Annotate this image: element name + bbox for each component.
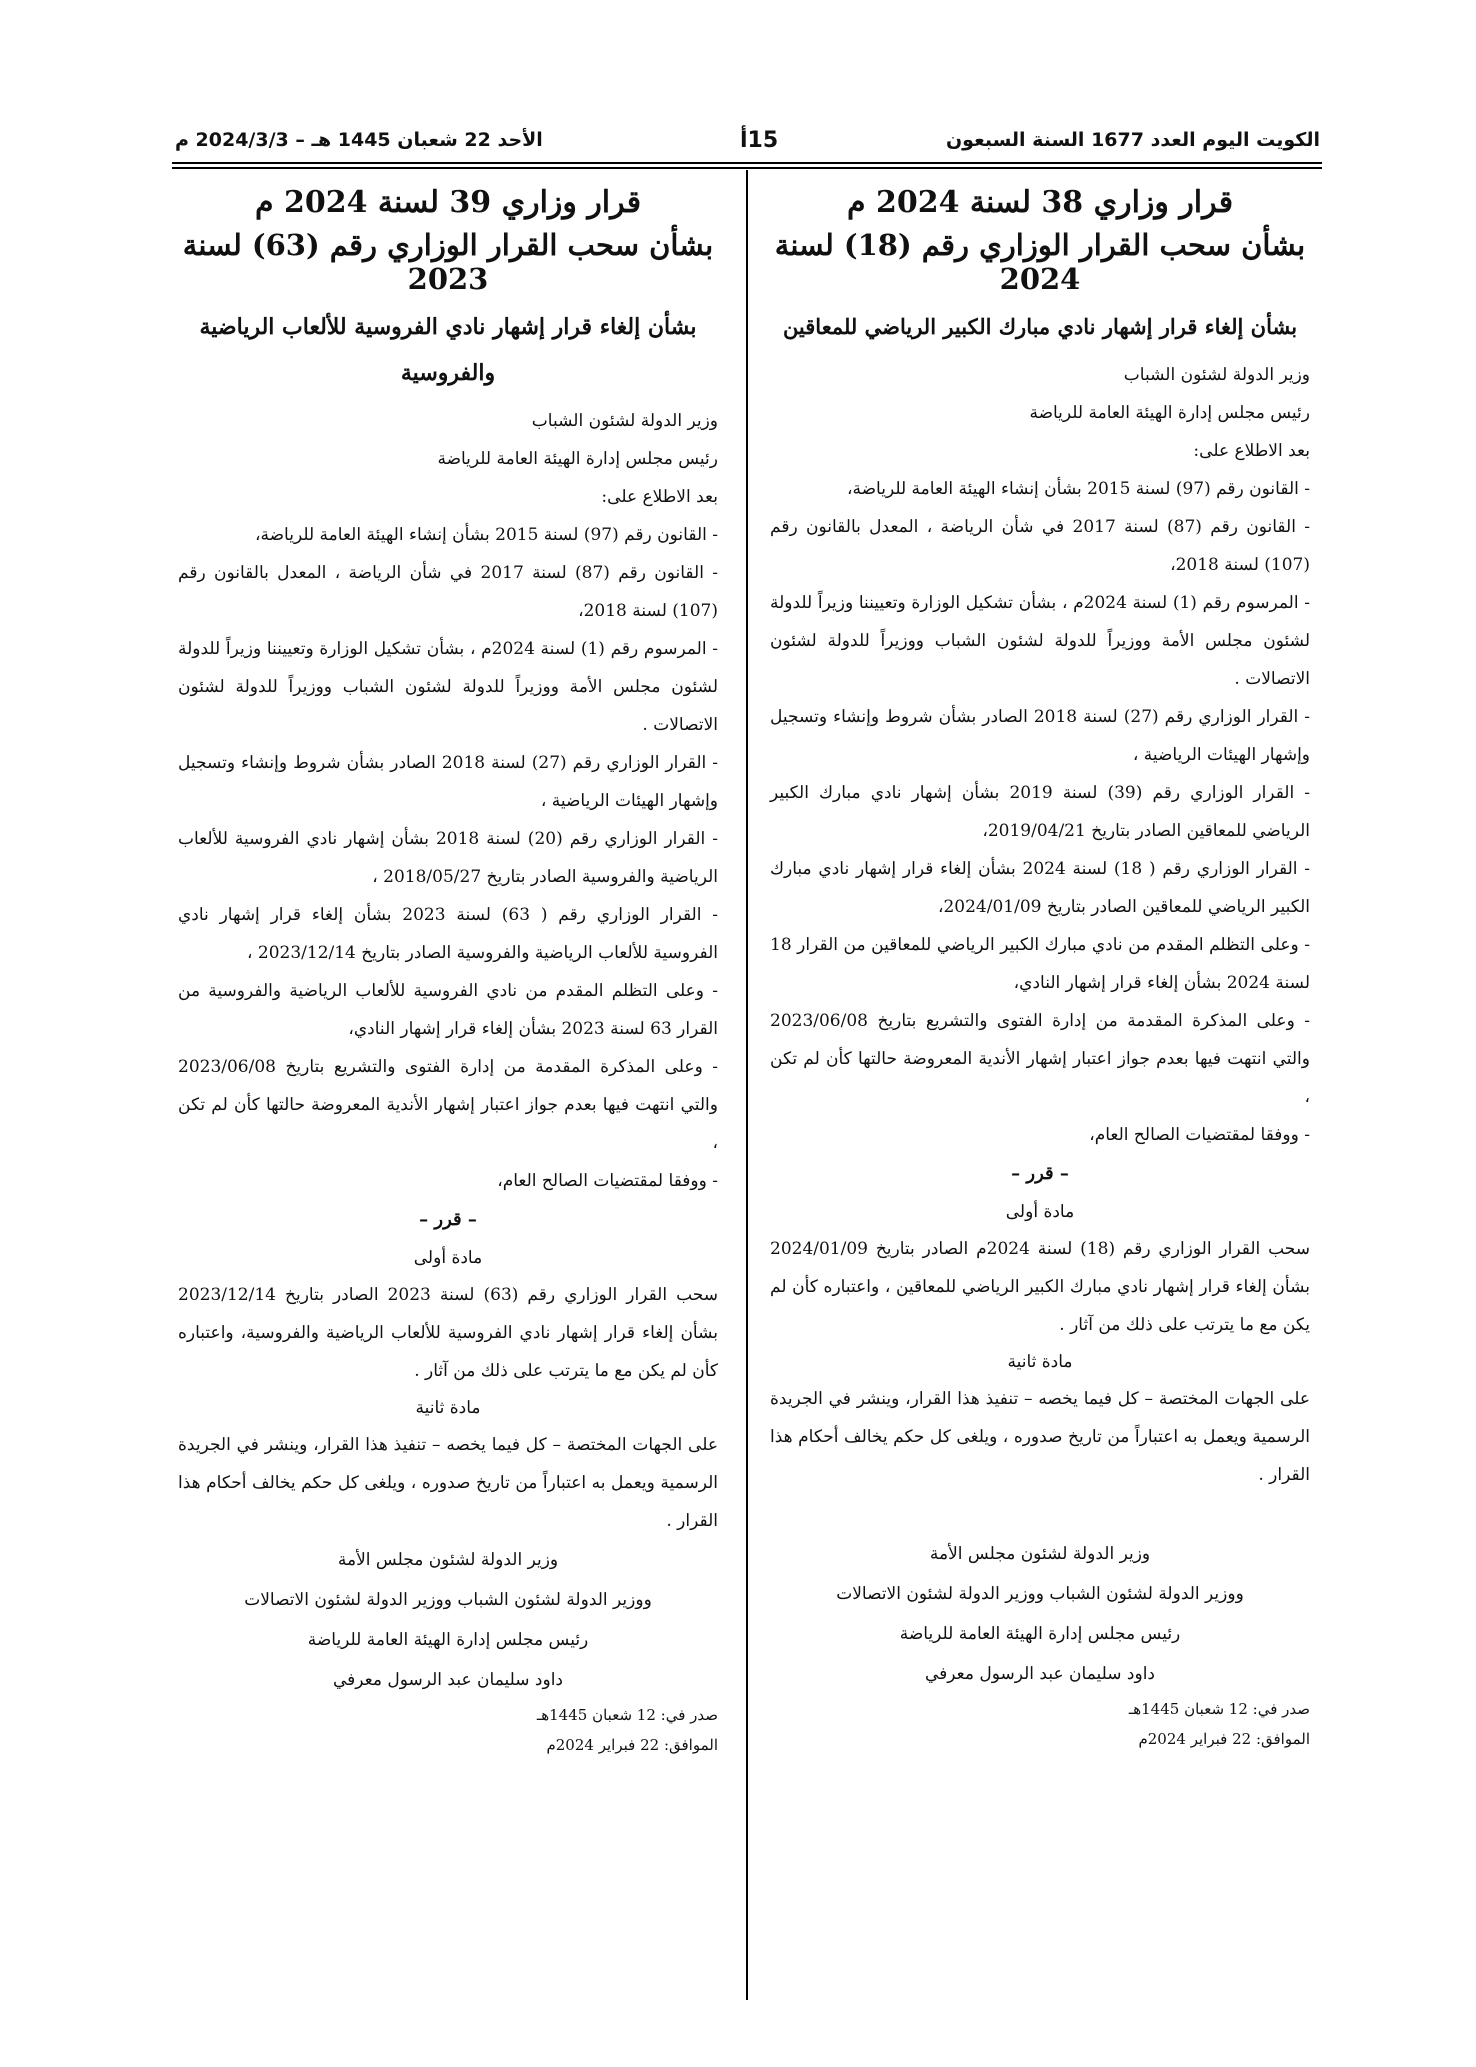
intro-line: رئيس مجلس إدارة الهيئة العامة للرياضة: [437, 449, 718, 469]
decision-subtitle: بشأن سحب القرار الوزاري رقم (18) لسنة 2024: [774, 228, 1306, 296]
decision-39: [178, 175, 718, 1760]
corresponding-date: الموافق: 22 فبراير 2024م: [546, 1736, 718, 1754]
page-number: 15أ: [740, 127, 779, 153]
article-2-text: على الجهات المختصة – كل فيما يخصه – تنفيذ هذا القرار، وينشر في الجريدة الرسمية ويعمل به اعتباراً من تاريخ صدوره ، ويلغى كل حكم يخالف أحكام هذا القرار .: [770, 1389, 1310, 1485]
intro-line: وزير الدولة لشئون الشباب: [531, 411, 718, 431]
recital: - القرار الوزاري رقم ( 18) لسنة 2024 بشأن إلغاء قرار إشهار نادي مبارك الكبير الرياضي للمعاقين الصادر بتاريخ 2024/01/09،: [770, 859, 1311, 917]
signature-line: ووزير الدولة لشئون الشباب ووزير الدولة لشئون الاتصالات: [836, 1584, 1244, 1604]
decision-title: قرار وزاري 39 لسنة 2024 م: [254, 185, 642, 220]
signer-name: داود سليمان عبد الرسول معرفي: [332, 1670, 564, 1690]
intro-line: بعد الاطلاع على:: [601, 487, 718, 507]
recital: - المرسوم رقم (1) لسنة 2024م ، بشأن تشكيل الوزارة وتعييننا وزيراً للدولة لشئون مجلس الأمة ووزيراً للدولة لشئون الشباب ووزيراً للدولة لشئون الاتصالات .: [770, 593, 1310, 689]
article-1-text: سحب القرار الوزاري رقم (63) لسنة 2023 الصادر بتاريخ 2023/12/14 بشأن إلغاء قرار إشهار نادي الفروسية للألعاب الرياضية والفروسية، واعتباره كأن لم يكن مع ما يترتب على ذلك من آثار .: [178, 1285, 718, 1381]
recital: - القانون رقم (87) لسنة 2017 في شأن الرياضة ، المعدل بالقانون رقم (107) لسنة 2018،: [178, 563, 718, 621]
article-2-text: على الجهات المختصة – كل فيما يخصه – تنفيذ هذا القرار، وينشر في الجريدة الرسمية ويعمل به اعتباراً من تاريخ صدوره ، ويلغى كل حكم يخالف أحكام هذا القرار .: [178, 1435, 718, 1531]
gazette-issue: الكويت اليوم العدد 1677 السنة السبعون: [945, 129, 1320, 151]
recital: - القرار الوزاري رقم ( 63) لسنة 2023 بشأن إلغاء قرار إشهار نادي الفروسية للألعاب الرياضية والفروسية الصادر بتاريخ 2023/12/14 ،: [178, 905, 719, 963]
page-header: [175, 120, 1320, 160]
signer-name: داود سليمان عبد الرسول معرفي: [924, 1664, 1156, 1684]
header-rule-2: [172, 167, 1322, 169]
intro-line: بعد الاطلاع على:: [1193, 441, 1310, 461]
recital: - وعلى التظلم المقدم من نادي الفروسية للألعاب الرياضية والفروسية من القرار 63 لسنة 2023 بشأن إلغاء قرار إشهار النادي،: [178, 981, 718, 1039]
recital: - القانون رقم (87) لسنة 2017 في شأن الرياضة ، المعدل بالقانون رقم (107) لسنة 2018،: [770, 517, 1310, 575]
issued-date: صدر في: 12 شعبان 1445هـ: [536, 1706, 718, 1724]
recital: - القرار الوزاري رقم (27) لسنة 2018 الصادر بشأن شروط وإنشاء وتسجيل وإشهار الهيئات الرياضية ،: [178, 753, 719, 811]
decides-heading: – قرر –: [419, 1209, 477, 1230]
recital: - وعلى المذكرة المقدمة من إدارة الفتوى والتشريع بتاريخ 2023/06/08 والتي انتهت فيها بعدم جواز اعتبار إشهار الأندية المعروضة حالتها كأن لم تكن ،: [178, 1057, 718, 1153]
decision-topic: بشأن إلغاء قرار إشهار نادي مبارك الكبير الرياضي للمعاقين: [782, 314, 1298, 339]
signature-line: رئيس مجلس إدارة الهيئة العامة للرياضة: [899, 1624, 1181, 1644]
article-1-title: مادة أولى: [413, 1248, 483, 1268]
intro-line: رئيس مجلس إدارة الهيئة العامة للرياضة: [1029, 403, 1310, 423]
decision-38: [770, 175, 1310, 1754]
recital: - ووفقا لمقتضيات الصالح العام،: [497, 1171, 718, 1191]
signature-line: وزير الدولة لشئون مجلس الأمة: [337, 1550, 559, 1570]
decision-topic: بشأن إلغاء قرار إشهار نادي الفروسية للألعاب الرياضية والفروسية: [199, 314, 697, 386]
article-2-title: مادة ثانية: [1007, 1352, 1073, 1372]
signature-line: وزير الدولة لشئون مجلس الأمة: [929, 1544, 1151, 1564]
article-2-title: مادة ثانية: [415, 1398, 481, 1418]
recital: - القرار الوزاري رقم (39) لسنة 2019 بشأن إشهار نادي مبارك الكبير الرياضي للمعاقين الصادر بتاريخ 2019/04/21،: [770, 783, 1311, 841]
recital: - القانون رقم (97) لسنة 2015 بشأن إنشاء الهيئة العامة للرياضة،: [255, 525, 718, 545]
recital: - القرار الوزاري رقم (27) لسنة 2018 الصادر بشأن شروط وإنشاء وتسجيل وإشهار الهيئات الرياضية ،: [770, 707, 1311, 765]
issue-date: الأحد 22 شعبان 1445 هـ – 2024/3/3 م: [175, 129, 543, 151]
recital: - القانون رقم (97) لسنة 2015 بشأن إنشاء الهيئة العامة للرياضة،: [847, 479, 1310, 499]
recital: - وعلى المذكرة المقدمة من إدارة الفتوى والتشريع بتاريخ 2023/06/08 والتي انتهت فيها بعدم جواز اعتبار إشهار الأندية المعروضة حالتها كأن لم تكن ،: [770, 1011, 1310, 1107]
signature-line: رئيس مجلس إدارة الهيئة العامة للرياضة: [307, 1630, 589, 1650]
recital: - المرسوم رقم (1) لسنة 2024م ، بشأن تشكيل الوزارة وتعييننا وزيراً للدولة لشئون مجلس الأمة ووزيراً للدولة لشئون الشباب ووزيراً للدولة لشئون الاتصالات .: [178, 639, 718, 735]
recital: - وعلى التظلم المقدم من نادي مبارك الكبير الرياضي للمعاقين من القرار 18 لسنة 2024 بشأن إلغاء قرار إشهار النادي،: [770, 935, 1310, 993]
recital: - القرار الوزاري رقم (20) لسنة 2018 بشأن إشهار نادي الفروسية للألعاب الرياضية والفروسية الصادر بتاريخ 2018/05/27 ،: [178, 829, 719, 887]
intro-line: وزير الدولة لشئون الشباب: [1123, 365, 1310, 385]
recital: - ووفقا لمقتضيات الصالح العام،: [1089, 1125, 1310, 1145]
signature-line: ووزير الدولة لشئون الشباب ووزير الدولة لشئون الاتصالات: [244, 1590, 652, 1610]
header-rule: [172, 162, 1322, 164]
decision-subtitle: بشأن سحب القرار الوزاري رقم (63) لسنة 2023: [182, 228, 714, 296]
decides-heading: – قرر –: [1011, 1163, 1069, 1184]
issued-date: صدر في: 12 شعبان 1445هـ: [1128, 1700, 1310, 1718]
corresponding-date: الموافق: 22 فبراير 2024م: [1138, 1730, 1310, 1748]
column-divider: [746, 170, 748, 2000]
decision-title: قرار وزاري 38 لسنة 2024 م: [846, 185, 1234, 220]
article-1-title: مادة أولى: [1005, 1202, 1075, 1222]
article-1-text: سحب القرار الوزاري رقم (18) لسنة 2024م الصادر بتاريخ 2024/01/09 بشأن إلغاء قرار إشهار نادي مبارك الكبير الرياضي للمعاقين ، واعتباره كأن لم يكن مع ما يترتب على ذلك من آثار .: [770, 1239, 1310, 1335]
